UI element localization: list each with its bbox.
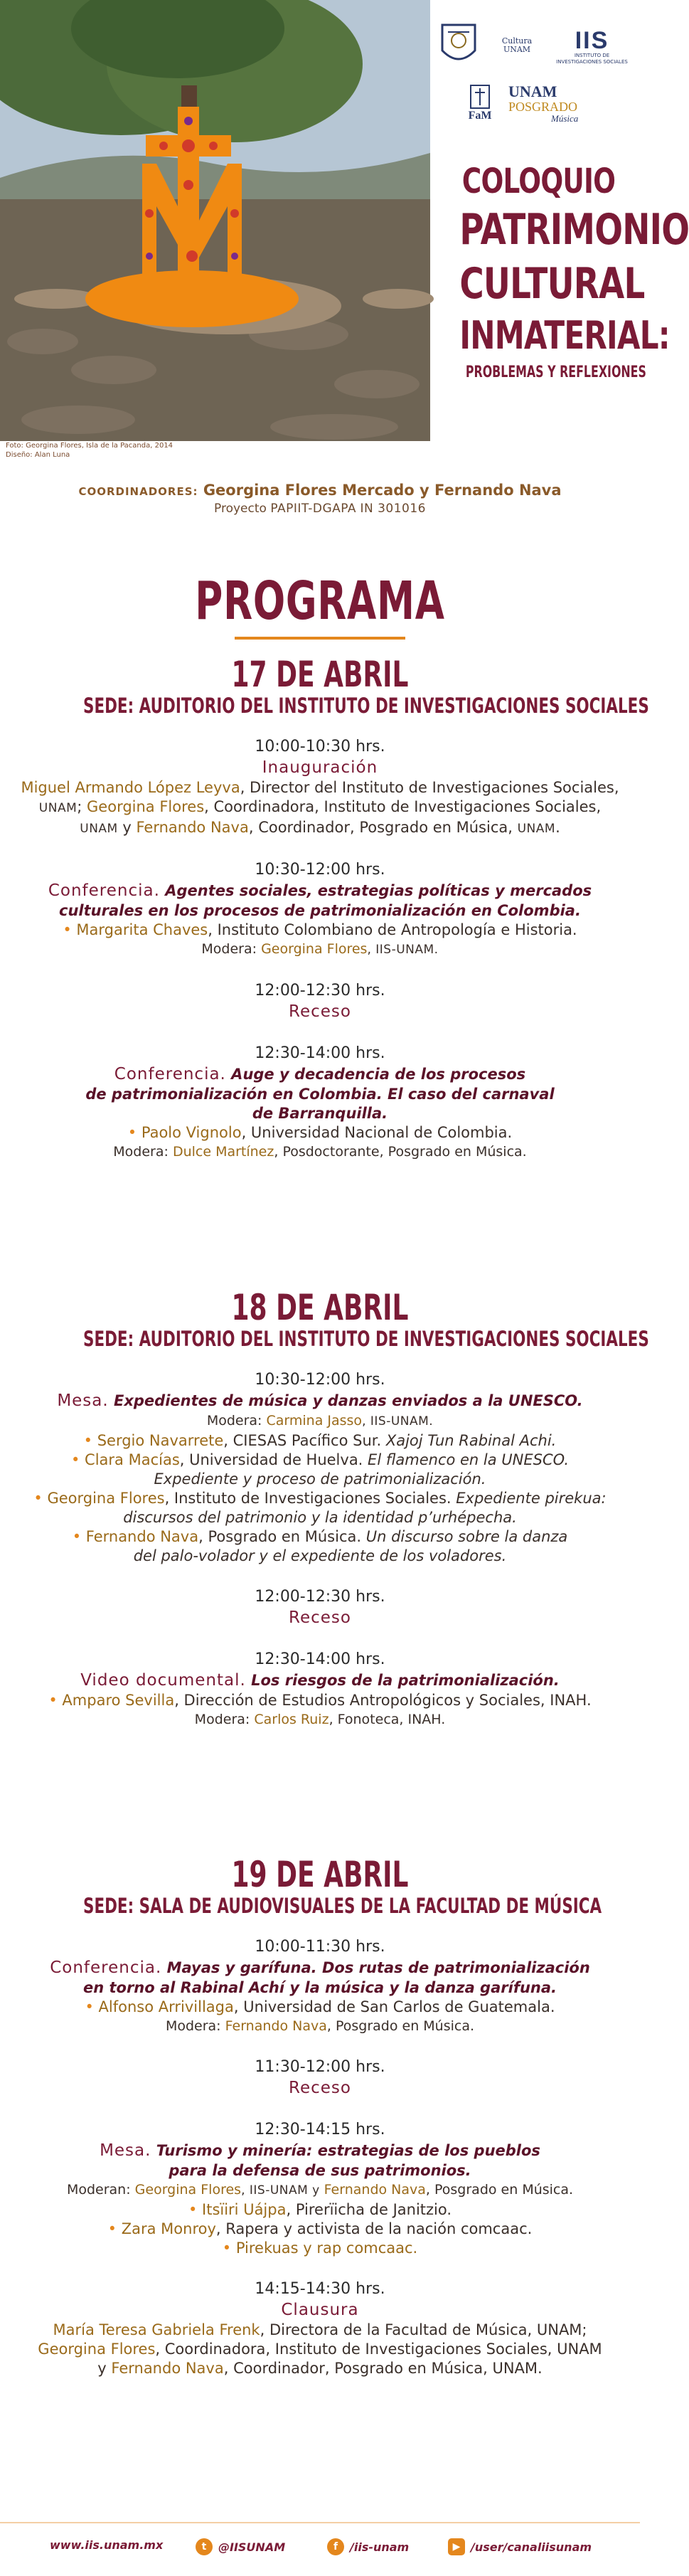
bullet-icon: •: [222, 2240, 236, 2257]
moderator-name: Fernando Nava: [225, 2018, 327, 2034]
session-conferencia-1: [0, 860, 640, 960]
participant-name: María Teresa Gabriela Frenk: [53, 2321, 260, 2338]
session-time: 12:00-12:30 hrs.: [255, 982, 385, 1000]
speaker-affiliation: , Universidad Nacional de Colombia.: [241, 1124, 513, 1141]
speaker-affiliation: , Universidad de San Carlos de Guatemala.: [233, 1998, 555, 2015]
day-venue: SEDE: AUDITORIO DEL INSTITUTO DE INVESTIGACIONES SOCIALES: [83, 694, 649, 718]
facebook-handle[interactable]: /iis-unam: [350, 2540, 410, 2554]
twitter-link[interactable]: [196, 2538, 285, 2555]
session-title: Mayas y garífuna. Dos rutas de patrimonialización: [161, 1959, 590, 1976]
project-prefix: Proyecto: [214, 502, 267, 516]
day-title: 17 DE ABRIL: [231, 654, 409, 695]
moderator-affiliation: , IIS-UNAM.: [362, 1414, 434, 1429]
posgrado-logo-unam: UNAM: [508, 82, 557, 100]
project-number: IN 301016: [360, 502, 426, 516]
header: [0, 0, 689, 516]
bullet-icon: •: [70, 1451, 85, 1468]
posgrado-logo-posgrado: POSGRADO: [508, 99, 578, 114]
footer-divider: [0, 2522, 640, 2523]
bullet-icon: •: [127, 1124, 141, 1141]
affiliation-acronym: UNAM: [80, 822, 118, 836]
youtube-icon: ▶: [448, 2538, 465, 2555]
session-conferencia-3: [0, 1937, 640, 2036]
speaker-name: Clara Macías: [85, 1451, 180, 1468]
youtube-channel[interactable]: /user/canaliisunam: [471, 2540, 592, 2554]
session-type: Video documental.: [80, 1671, 246, 1690]
session-title: Expedientes de música y danzas enviados a la UNESCO.: [108, 1392, 583, 1409]
cultura-unam-logo: [488, 24, 545, 67]
speaker-name: Fernando Nava: [85, 1528, 199, 1545]
participant-affiliation: , Coordinador, Posgrado en Música,: [248, 819, 518, 836]
posgrado-musica-logo: [508, 84, 622, 123]
session-title-cont: de patrimonialización en Colombia. El caso del carnaval: [85, 1086, 555, 1103]
iis-logo: [551, 27, 633, 66]
iis-logo-mark: IIS: [575, 26, 609, 54]
session-time: 12:30-14:00 hrs.: [255, 1044, 385, 1062]
separator: y: [117, 819, 137, 836]
session-type: Receso: [289, 2079, 351, 2097]
cover-photo: [0, 0, 430, 441]
speaker-affiliation: , Rapera y activista de la nación comcaac.: [215, 2220, 533, 2237]
session-time: 10:00-11:30 hrs.: [255, 1938, 385, 1956]
speaker-affiliation: , Pirerïicha de Janitzio.: [286, 2201, 452, 2218]
moderator-label: Moderan:: [66, 2182, 135, 2198]
bullet-icon: •: [107, 2220, 122, 2237]
event-title: [437, 160, 689, 383]
speaker-name: Sergio Navarrete: [97, 1432, 224, 1449]
participant-name: Georgina Flores: [38, 2341, 156, 2358]
separator: .: [555, 819, 560, 836]
photo-credit-line: Foto: Georgina Flores, Isla de la Pacanda, 2014: [6, 442, 173, 450]
posgrado-logo-musica: Música: [551, 112, 579, 124]
moderator-label: Modera:: [194, 1712, 255, 1727]
session-mesa-1: [0, 1370, 640, 1566]
session-type: Receso: [289, 1002, 351, 1021]
participant-name: Miguel Armando López Leyva: [21, 779, 240, 796]
speaker-name: Amparo Sevilla: [62, 1692, 175, 1709]
participant-affiliation: , Directora de la Facultad de Música, UNAM;: [260, 2321, 587, 2338]
talk-title-cont: discursos del patrimonio y la identidad p’urhépecha.: [123, 1509, 517, 1526]
speaker-name: Paolo Vignolo: [141, 1124, 242, 1141]
session-title-cont: en torno al Rabinal Achí y la música y la danza garífuna.: [82, 1979, 557, 1996]
fam-logo-text: FaM: [468, 110, 492, 122]
session-title-cont: culturales en los procesos de patrimonialización en Colombia.: [59, 902, 581, 919]
moderator-label: Modera:: [206, 1413, 267, 1429]
speaker-affiliation: , Dirección de Estudios Antropológicos y Sociales, INAH.: [174, 1692, 592, 1709]
session-type: Receso: [289, 1608, 351, 1627]
session-type: Clausura: [281, 2301, 359, 2319]
moderator-name: Carlos Ruiz: [254, 1712, 329, 1727]
bullet-icon: •: [48, 1692, 63, 1709]
talk-title: Expediente pirekua:: [456, 1490, 607, 1507]
website-url[interactable]: www.iis.unam.mx: [50, 2538, 164, 2552]
photo-credit: [6, 441, 173, 460]
session-title: Turismo y minería: estrategias de los pueblos: [151, 2142, 540, 2159]
fam-logo: [466, 78, 494, 128]
session-video: [0, 1650, 640, 1729]
talk-title: El flamenco en la UNESCO.: [368, 1451, 569, 1468]
separator: y: [97, 2360, 112, 2377]
participant-affiliation: , Director del Instituto de Investigaciones Sociales,: [240, 779, 619, 796]
moderator-label: Modera:: [165, 2018, 225, 2034]
day-19-section: [0, 1853, 640, 2378]
moderator-affiliation: , Fonoteca, INAH.: [329, 1712, 446, 1727]
facebook-link[interactable]: [327, 2538, 409, 2555]
bullet-icon: •: [72, 1528, 86, 1545]
session-title: Auge y decadencia de los procesos: [225, 1066, 526, 1083]
session-receso: [0, 2057, 640, 2099]
session-time: 12:30-14:00 hrs.: [255, 1650, 385, 1668]
twitter-handle[interactable]: @IISUNAM: [218, 2540, 286, 2554]
programa-heading: PROGRAMA: [195, 571, 445, 632]
logos: [437, 20, 633, 127]
moderator-name: Georgina Flores: [261, 941, 368, 957]
speaker-name: Margarita Chaves: [76, 921, 208, 938]
participant-affiliation: , Coordinadora, Instituto de Investigaciones Sociales, UNAM: [155, 2341, 602, 2358]
website-link[interactable]: [50, 2538, 163, 2552]
project-code: PAPIIT-DGAPA: [270, 502, 357, 516]
bullet-icon: •: [85, 1998, 99, 2015]
separator: ;: [77, 798, 87, 815]
session-type: Conferencia.: [48, 881, 160, 900]
title-line-3: CULTURAL: [459, 259, 645, 309]
day-venue: SEDE: AUDITORIO DEL INSTITUTO DE INVESTIGACIONES SOCIALES: [83, 1327, 649, 1351]
session-title-cont: para la defensa de sus patrimonios.: [169, 2162, 471, 2179]
speaker-affiliation: , Universidad de Huelva.: [179, 1451, 368, 1468]
talk-title-cont: del palo-volador y el expediente de los voladores.: [133, 1547, 507, 1564]
session-type: Mesa.: [57, 1392, 109, 1410]
session-inauguracion: [0, 737, 640, 839]
footer: [0, 2538, 640, 2560]
talk-title: Xajoj Tun Rabinal Achi.: [385, 1432, 557, 1449]
session-clausura: [0, 2279, 640, 2378]
unam-logo: [437, 20, 480, 70]
design-credit-line: Diseño: Alan Luna: [6, 451, 70, 459]
moderator-affiliation: , IIS-UNAM.: [367, 943, 439, 957]
session-type: Conferencia.: [50, 1958, 162, 1977]
moderator-name: Georgina Flores: [134, 2182, 242, 2198]
speaker-name: Georgina Flores: [47, 1490, 165, 1507]
day-18-section: [0, 1286, 649, 1729]
bullet-icon: •: [33, 1490, 48, 1507]
participant-affiliation: , Coordinador, Posgrado en Música, UNAM.: [223, 2360, 543, 2377]
session-time: 12:00-12:30 hrs.: [255, 1588, 385, 1606]
session-time: 11:30-12:00 hrs.: [255, 2058, 385, 2076]
session-title: Los riesgos de la patrimonialización.: [245, 1672, 560, 1689]
facebook-icon: f: [327, 2538, 344, 2555]
bullet-icon: •: [83, 1432, 97, 1449]
talk-title-cont: Expediente y proceso de patrimonialización.: [154, 1470, 486, 1488]
moderator-affiliation: , IIS-UNAM y: [241, 2183, 324, 2198]
participant-name: Fernando Nava: [136, 819, 249, 836]
session-mesa-2: [0, 2120, 640, 2258]
day-venue: SEDE: SALA DE AUDIOVISUALES DE LA FACULTAD DE MÚSICA: [83, 1894, 602, 1918]
bullet-icon: •: [188, 2201, 203, 2218]
speaker-name: Itsïiri Uájpa: [202, 2201, 287, 2218]
cover-photo-graphic: [0, 0, 430, 441]
participant-name: Fernando Nava: [111, 2360, 224, 2377]
event-subtitle: PROBLEMAS Y REFLEXIONES: [465, 364, 646, 381]
coordinators: [0, 482, 640, 516]
session-receso: [0, 1587, 640, 1628]
session-type: Inauguración: [262, 758, 378, 777]
moderator-name: Carmina Jasso: [266, 1413, 363, 1429]
session-time: 10:30-12:00 hrs.: [255, 861, 385, 879]
speaker-affiliation: , Instituto de Investigaciones Sociales.: [164, 1490, 456, 1507]
session-title: Agentes sociales, estrategias políticas y mercados: [159, 882, 592, 899]
session-type: Conferencia.: [114, 1065, 226, 1083]
session-time: 12:30-14:15 hrs.: [255, 2121, 385, 2138]
moderator-affiliation: , Posdoctorante, Posgrado en Música.: [274, 1144, 527, 1160]
moderator-name: Dulce Martínez: [172, 1144, 274, 1160]
session-time: 10:30-12:00 hrs.: [255, 1371, 385, 1389]
programa-divider: [235, 637, 405, 640]
affiliation-acronym: UNAM: [38, 801, 78, 815]
coordinators-label: COORDINADORES:: [78, 485, 198, 498]
day-title: 18 DE ABRIL: [231, 1287, 409, 1328]
session-time: 10:00-10:30 hrs.: [255, 738, 385, 756]
moderator-label: Modera:: [113, 1144, 173, 1160]
speaker-affiliation: , Posgrado en Música.: [198, 1528, 366, 1545]
title-line-2: PATRIMONIO: [459, 205, 689, 255]
coordinators-names: Georgina Flores Mercado y Fernando Nava: [203, 482, 562, 499]
performance-title: Pirekuas y rap comcaac.: [235, 2240, 418, 2257]
session-receso: [0, 981, 640, 1022]
twitter-icon: t: [196, 2538, 213, 2555]
speaker-affiliation: , CIESAS Pacífico Sur.: [223, 1432, 386, 1449]
bullet-icon: •: [63, 921, 77, 938]
cultura-logo-text: Cultura UNAM: [501, 36, 533, 54]
moderator-affiliation: , Posgrado en Música.: [326, 2018, 475, 2034]
moderator-affiliation: , Posgrado en Música.: [425, 2182, 574, 2198]
moderator-label: Modera:: [201, 941, 262, 957]
session-title-cont: de Barranquilla.: [252, 1105, 388, 1122]
speaker-affiliation: , Instituto Colombiano de Antropología e Historia.: [208, 921, 577, 938]
participant-name: Georgina Flores: [87, 798, 205, 815]
youtube-link[interactable]: [448, 2538, 592, 2555]
session-time: 14:15-14:30 hrs.: [255, 2280, 385, 2298]
day-title: 19 DE ABRIL: [231, 1854, 409, 1895]
talk-title: Un discurso sobre la danza: [365, 1528, 568, 1545]
iis-logo-caption: INSTITUTO DE INVESTIGACIONES SOCIALES: [556, 52, 628, 65]
day-17-section: [0, 653, 649, 1162]
speaker-name: Zara Monroy: [121, 2220, 216, 2237]
session-conferencia-2: [0, 1044, 640, 1162]
participant-affiliation: , Coordinadora, Instituto de Investigaciones Sociales,: [204, 798, 602, 815]
moderator-name: Fernando Nava: [324, 2182, 426, 2198]
speaker-name: Alfonso Arrivillaga: [98, 1998, 234, 2015]
title-line-4: INMATERIAL:: [459, 313, 670, 358]
session-type: Mesa.: [100, 2141, 151, 2160]
title-line-1: COLOQUIO: [461, 161, 616, 201]
affiliation-acronym: UNAM: [517, 822, 556, 836]
